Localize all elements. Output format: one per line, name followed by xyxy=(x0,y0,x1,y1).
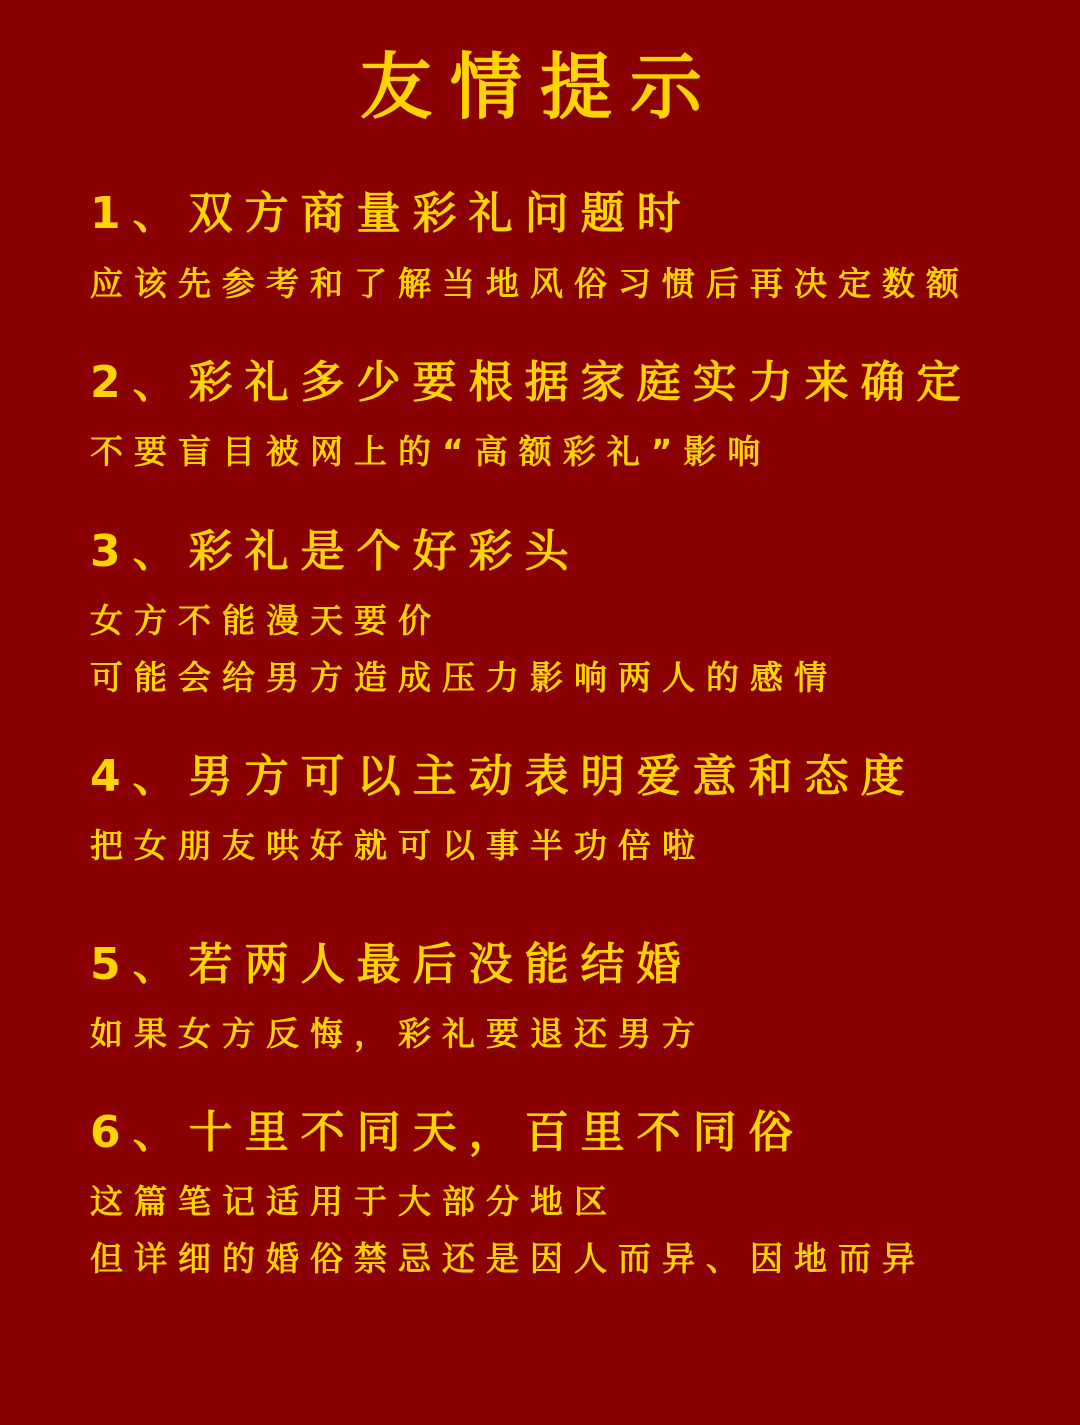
tip-2-heading: 2、彩礼多少要根据家庭实力来确定 xyxy=(90,357,973,408)
tip-5-heading: 5、若两人最后没能结婚 xyxy=(90,939,693,990)
tip-1-line-1: 应该先参考和了解当地风俗习惯后再决定数额 xyxy=(90,264,970,303)
tip-2-line-1: 不要盲目被网上的“高额彩礼”影响 xyxy=(90,432,772,471)
tip-1-heading: 1、双方商量彩礼问题时 xyxy=(90,188,693,239)
tip-4-heading: 4、男方可以主动表明爱意和态度 xyxy=(90,751,917,802)
tip-6-line-1: 这篇笔记适用于大部分地区 xyxy=(90,1182,618,1221)
tip-6-line-2: 但详细的婚俗禁忌还是因人而异、因地而异 xyxy=(90,1239,926,1278)
tip-6-heading: 6、十里不同天，百里不同俗 xyxy=(90,1107,805,1158)
tip-3-line-2: 可能会给男方造成压力影响两人的感情 xyxy=(90,658,838,697)
tip-4-line-1: 把女朋友哄好就可以事半功倍啦 xyxy=(90,826,706,865)
tip-3-line-1: 女方不能漫天要价 xyxy=(90,601,442,640)
tip-3-heading: 3、彩礼是个好彩头 xyxy=(90,526,581,577)
page-title: 友情提示 xyxy=(359,45,720,129)
tip-5-line-1: 如果女方反悔，彩礼要退还男方 xyxy=(90,1014,706,1053)
